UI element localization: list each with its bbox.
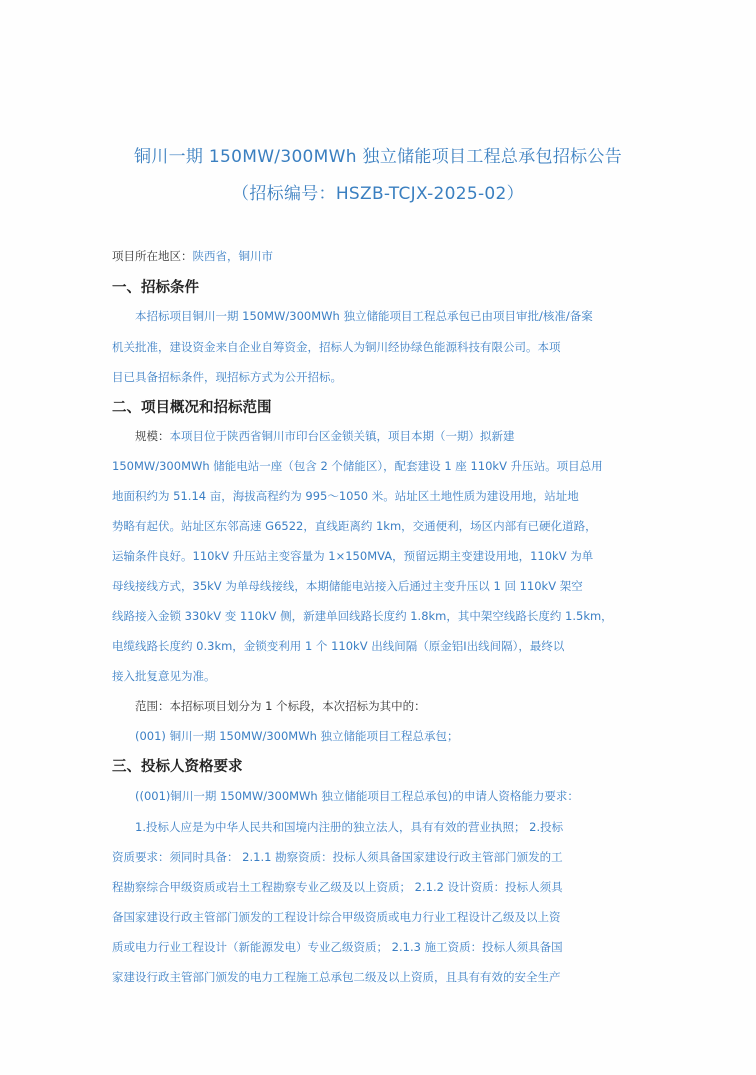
section-3-line-1: ((001)铜川一期 150MW/300MWh 独立储能项目工程总承包)的申请人资格能力要求： [135, 789, 579, 803]
section-heading-1: 一、招标条件 [112, 280, 199, 296]
section-2-line-7: 线路接入金锁 330kV 变 110kV 侧，新建单回线路长度约 1.8km，其中架空线路长度约 1.5km， [112, 609, 613, 623]
section-2-line-8: 电缆线路长度约 0.3km，金锁变利用 1 个 110kV 出线间隔（原金铝Ⅰ出线间隔），最终以 [112, 639, 565, 653]
section-1-line-3: 目已具备招标条件，现招标方式为公开招标。 [112, 370, 342, 384]
section-1-line-2: 机关批准，建设资金来自企业自筹资金，招标人为铜川经协绿色能源科技有限公司。本项 [112, 340, 561, 354]
section-3-line-6: 质或电力行业工程设计（新能源发电）专业乙级资质； 2.1.3 施工资质：投标人须具备国 [112, 940, 563, 954]
section-3-line-3: 资质要求：须同时具备： 2.1.1 勘察资质：投标人须具备国家建设行政主管部门颁发的工 [112, 850, 563, 864]
section-heading-3: 三、投标人资格要求 [112, 759, 243, 775]
section-2-line-4: 势略有起伏。站址区东邻高速 G6522，直线距离约 1km，交通便利，场区内部有已硬化道路， [112, 519, 597, 533]
region-line [112, 246, 273, 266]
section-3-line-2: 1.投标人应是为中华人民共和国境内注册的独立法人，具有有效的营业执照； 2.投标 [135, 820, 564, 834]
section-2-line-5: 运输条件良好。110kV 升压站主变容量为 1×150MVA，预留远期主变建设用地，110kV 为单 [112, 549, 594, 563]
section-2-line-9: 接入批复意见为准。 [112, 669, 216, 683]
section-2-line-1 [112, 426, 515, 446]
section-3-line-4: 程勘察综合甲级资质或岩土工程勘察专业乙级及以上资质； 2.1.2 设计资质：投标人须具 [112, 880, 563, 894]
section-2-line-2: 150MW/300MWh 储能电站一座（包含 2 个储能区），配套建设 1 座 110kV 升压站。项目总用 [112, 459, 603, 473]
scope-text: 本招标项目划分为 1 个标段，本次招标为其中的： [169, 699, 426, 713]
document-subtitle: （招标编号：HSZB-TCJX-2025-02） [232, 184, 524, 204]
section-3-line-5: 备国家建设行政主管部门颁发的工程设计综合甲级资质或电力行业工程设计乙级及以上资 [112, 910, 561, 924]
document-title: 铜川一期 150MW/300MWh 独立储能项目工程总承包招标公告 [133, 147, 623, 167]
section-2-line-3: 地面积约为 51.14 亩，海拔高程约为 995～1050 米。站址区土地性质为建设用地，站址地 [112, 489, 579, 503]
scale-text: 本项目位于陕西省铜川市印台区金锁关镇，项目本期（一期）拟新建 [169, 429, 515, 443]
region-value: 陕西省，铜川市 [192, 249, 273, 263]
scope-line [112, 696, 426, 716]
region-label: 项目所在地区： [112, 249, 193, 263]
section-2-line-6: 母线接线方式，35kV 为单母线接线，本期储能电站接入后通过主变升压以 1 回 110kV 架空 [112, 579, 583, 593]
section-3-line-7: 家建设行政主管部门颁发的电力工程施工总承包二级及以上资质，且具有有效的安全生产 [112, 970, 561, 984]
scale-label: 规模： [135, 429, 170, 443]
scope-item: (001) 铜川一期 150MW/300MWh 独立储能项目工程总承包； [135, 729, 459, 743]
section-heading-2: 二、项目概况和招标范围 [112, 400, 272, 416]
section-1-line-1: 本招标项目铜川一期 150MW/300MWh 独立储能项目工程总承包已由项目审批/核准/备案 [135, 309, 593, 323]
scope-label: 范围： [135, 699, 170, 713]
